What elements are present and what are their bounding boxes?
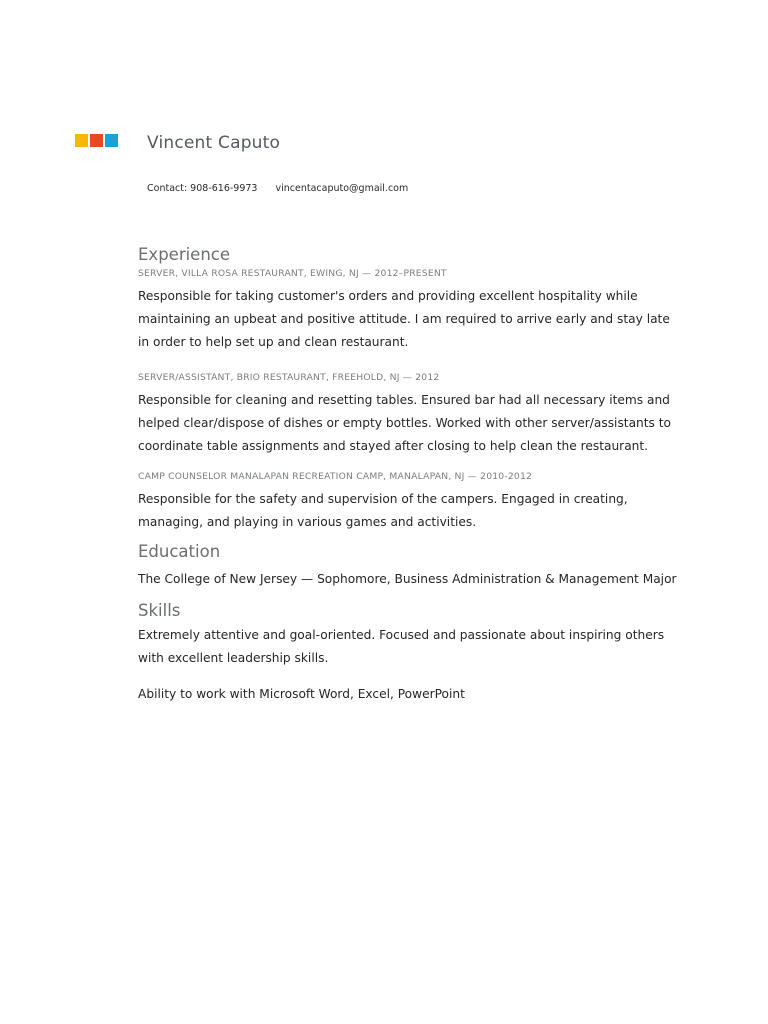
job-heading: CAMP COUNSELOR MANALAPAN RECREATION CAMP, MANALAPAN, NJ — 2010-2012 bbox=[138, 470, 533, 482]
skills-heading: Skills bbox=[138, 601, 181, 621]
job-description: Responsible for the safety and supervision of the campers. Engaged in creating, managing, and playing in various games and activities. bbox=[138, 491, 628, 529]
education-text: The College of New Jersey — Sophomore, Business Administration & Management Major bbox=[138, 572, 677, 587]
resume-body bbox=[138, 244, 678, 706]
job-entry bbox=[138, 371, 678, 457]
education-section bbox=[138, 541, 678, 591]
logo-square-yellow bbox=[75, 134, 88, 147]
contact-line bbox=[147, 183, 408, 194]
job-description: Responsible for taking customer's orders and providing excellent hospitality while maintaining an upbeat and positive attitude. I am required to arrive early and stay late in order to help set up and clean restaurant. bbox=[138, 289, 670, 349]
skills-section bbox=[138, 600, 678, 705]
experience-heading: Experience bbox=[138, 245, 231, 264]
logo-square-blue bbox=[105, 134, 118, 147]
job-heading: SERVER, VILLA ROSA RESTAURANT, EWING, NJ — 2012–PRESENT bbox=[138, 268, 447, 279]
education-heading: Education bbox=[138, 542, 221, 562]
contact-phone: Contact: 908-616-9973 bbox=[147, 183, 258, 194]
job-description: Responsible for cleaning and resetting tables. Ensured bar had all necessary items and helped clear/dispose of dishes or empty bottles. Worked with other server/assistants to coordinate table assignments and stayed after closing to help clean the restaurant. bbox=[138, 393, 671, 453]
job-entry bbox=[138, 470, 678, 534]
job-entry bbox=[138, 267, 678, 353]
logo-square-red bbox=[90, 134, 103, 147]
resume-name: Vincent Caputo bbox=[147, 133, 281, 153]
skills-item: Extremely attentive and goal-oriented. Focused and passionate about inspiring others with excellent leadership skills. bbox=[138, 628, 665, 665]
logo-squares bbox=[75, 134, 118, 147]
skills-item: Ability to work with Microsoft Word, Excel, PowerPoint bbox=[138, 686, 465, 701]
experience-section bbox=[138, 244, 678, 533]
contact-email: vincentacaputo@gmail.com bbox=[275, 183, 409, 194]
job-heading: SERVER/ASSISTANT, BRIO RESTAURANT, FREEHOLD, NJ — 2012 bbox=[138, 372, 440, 384]
